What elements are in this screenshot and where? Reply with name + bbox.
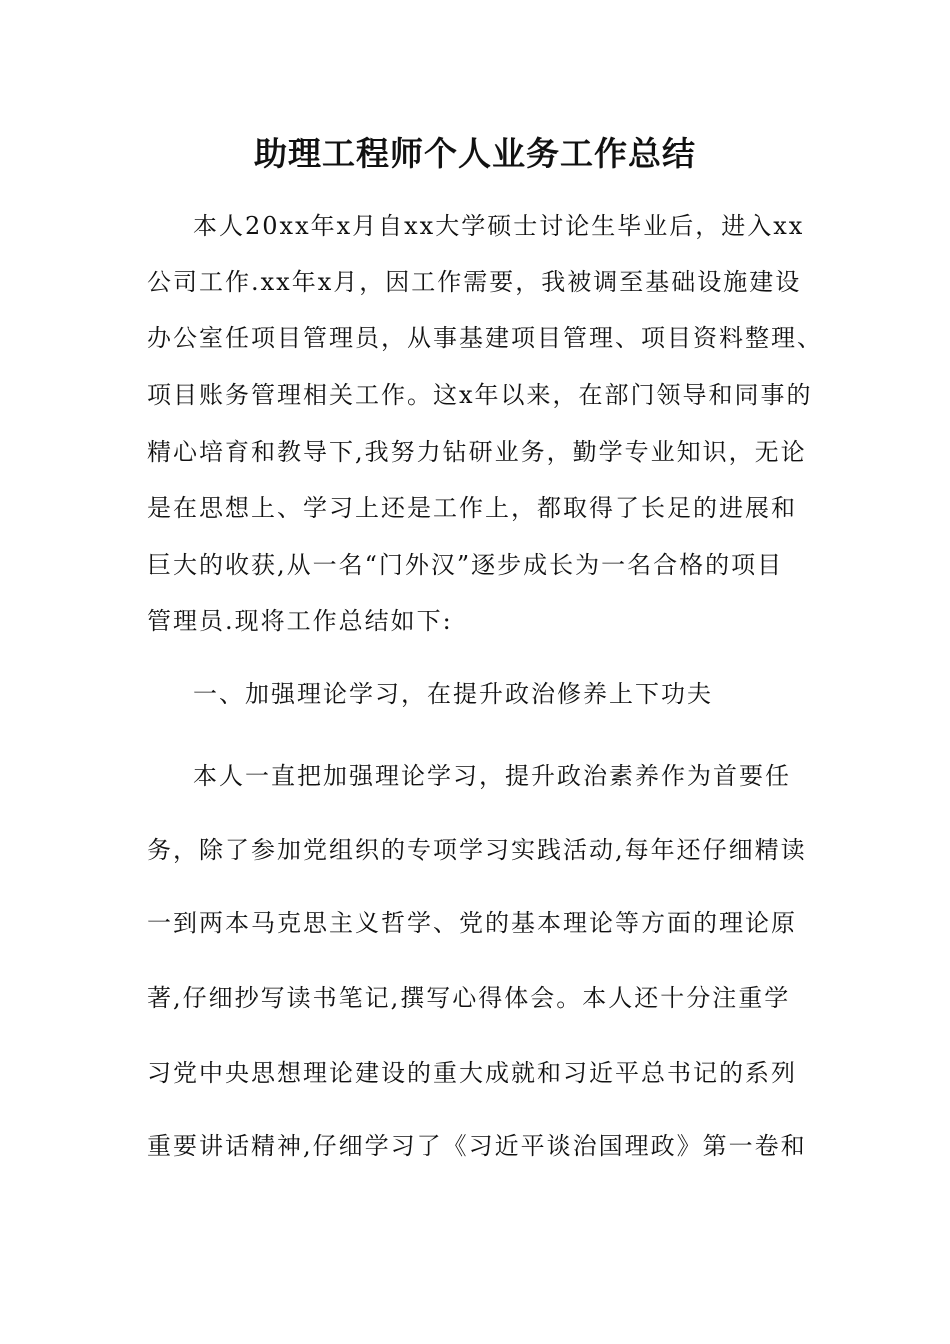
section-line-5: 习党中央思想理论建设的重大成就和习近平总书记的系列: [147, 1059, 797, 1087]
section-line-2: 务，除了参加党组织的专项学习实践活动,每年还仔细精读: [147, 836, 807, 864]
document-title: 助理工程师个人业务工作总结: [254, 134, 696, 173]
intro-line-7: 巨大的收获,从一名“门外汉”逐步成长为一名合格的项目: [147, 551, 784, 579]
section-heading: 一、加强理论学习，在提升政治修养上下功夫: [193, 680, 713, 708]
intro-line-1: 本人20xx年x月自xx大学硕士讨论生毕业后，进入xx: [193, 212, 805, 240]
intro-line-3: 办公室任项目管理员，从事基建项目管理、项目资料整理、: [147, 324, 823, 352]
intro-line-6: 是在思想上、学习上还是工作上，都取得了长足的进展和: [147, 494, 797, 522]
section-line-3: 一到两本马克思主义哲学、党的基本理论等方面的理论原: [147, 909, 797, 937]
intro-line-2: 公司工作.xx年x月，因工作需要，我被调至基础设施建设: [147, 268, 802, 296]
intro-line-8: 管理员.现将工作总结如下:: [147, 607, 453, 635]
section-line-6: 重要讲话精神,仔细学习了《习近平谈治国理政》第一卷和: [147, 1132, 807, 1160]
intro-line-4: 项目账务管理相关工作。这x年以来，在部门领导和同事的: [147, 381, 813, 409]
section-line-1: 本人一直把加强理论学习，提升政治素养作为首要任: [193, 762, 791, 790]
section-line-4: 著,仔细抄写读书笔记,撰写心得体会。本人还十分注重学: [147, 984, 791, 1012]
intro-line-5: 精心培育和教导下,我努力钻研业务，勤学专业知识，无论: [147, 438, 807, 466]
